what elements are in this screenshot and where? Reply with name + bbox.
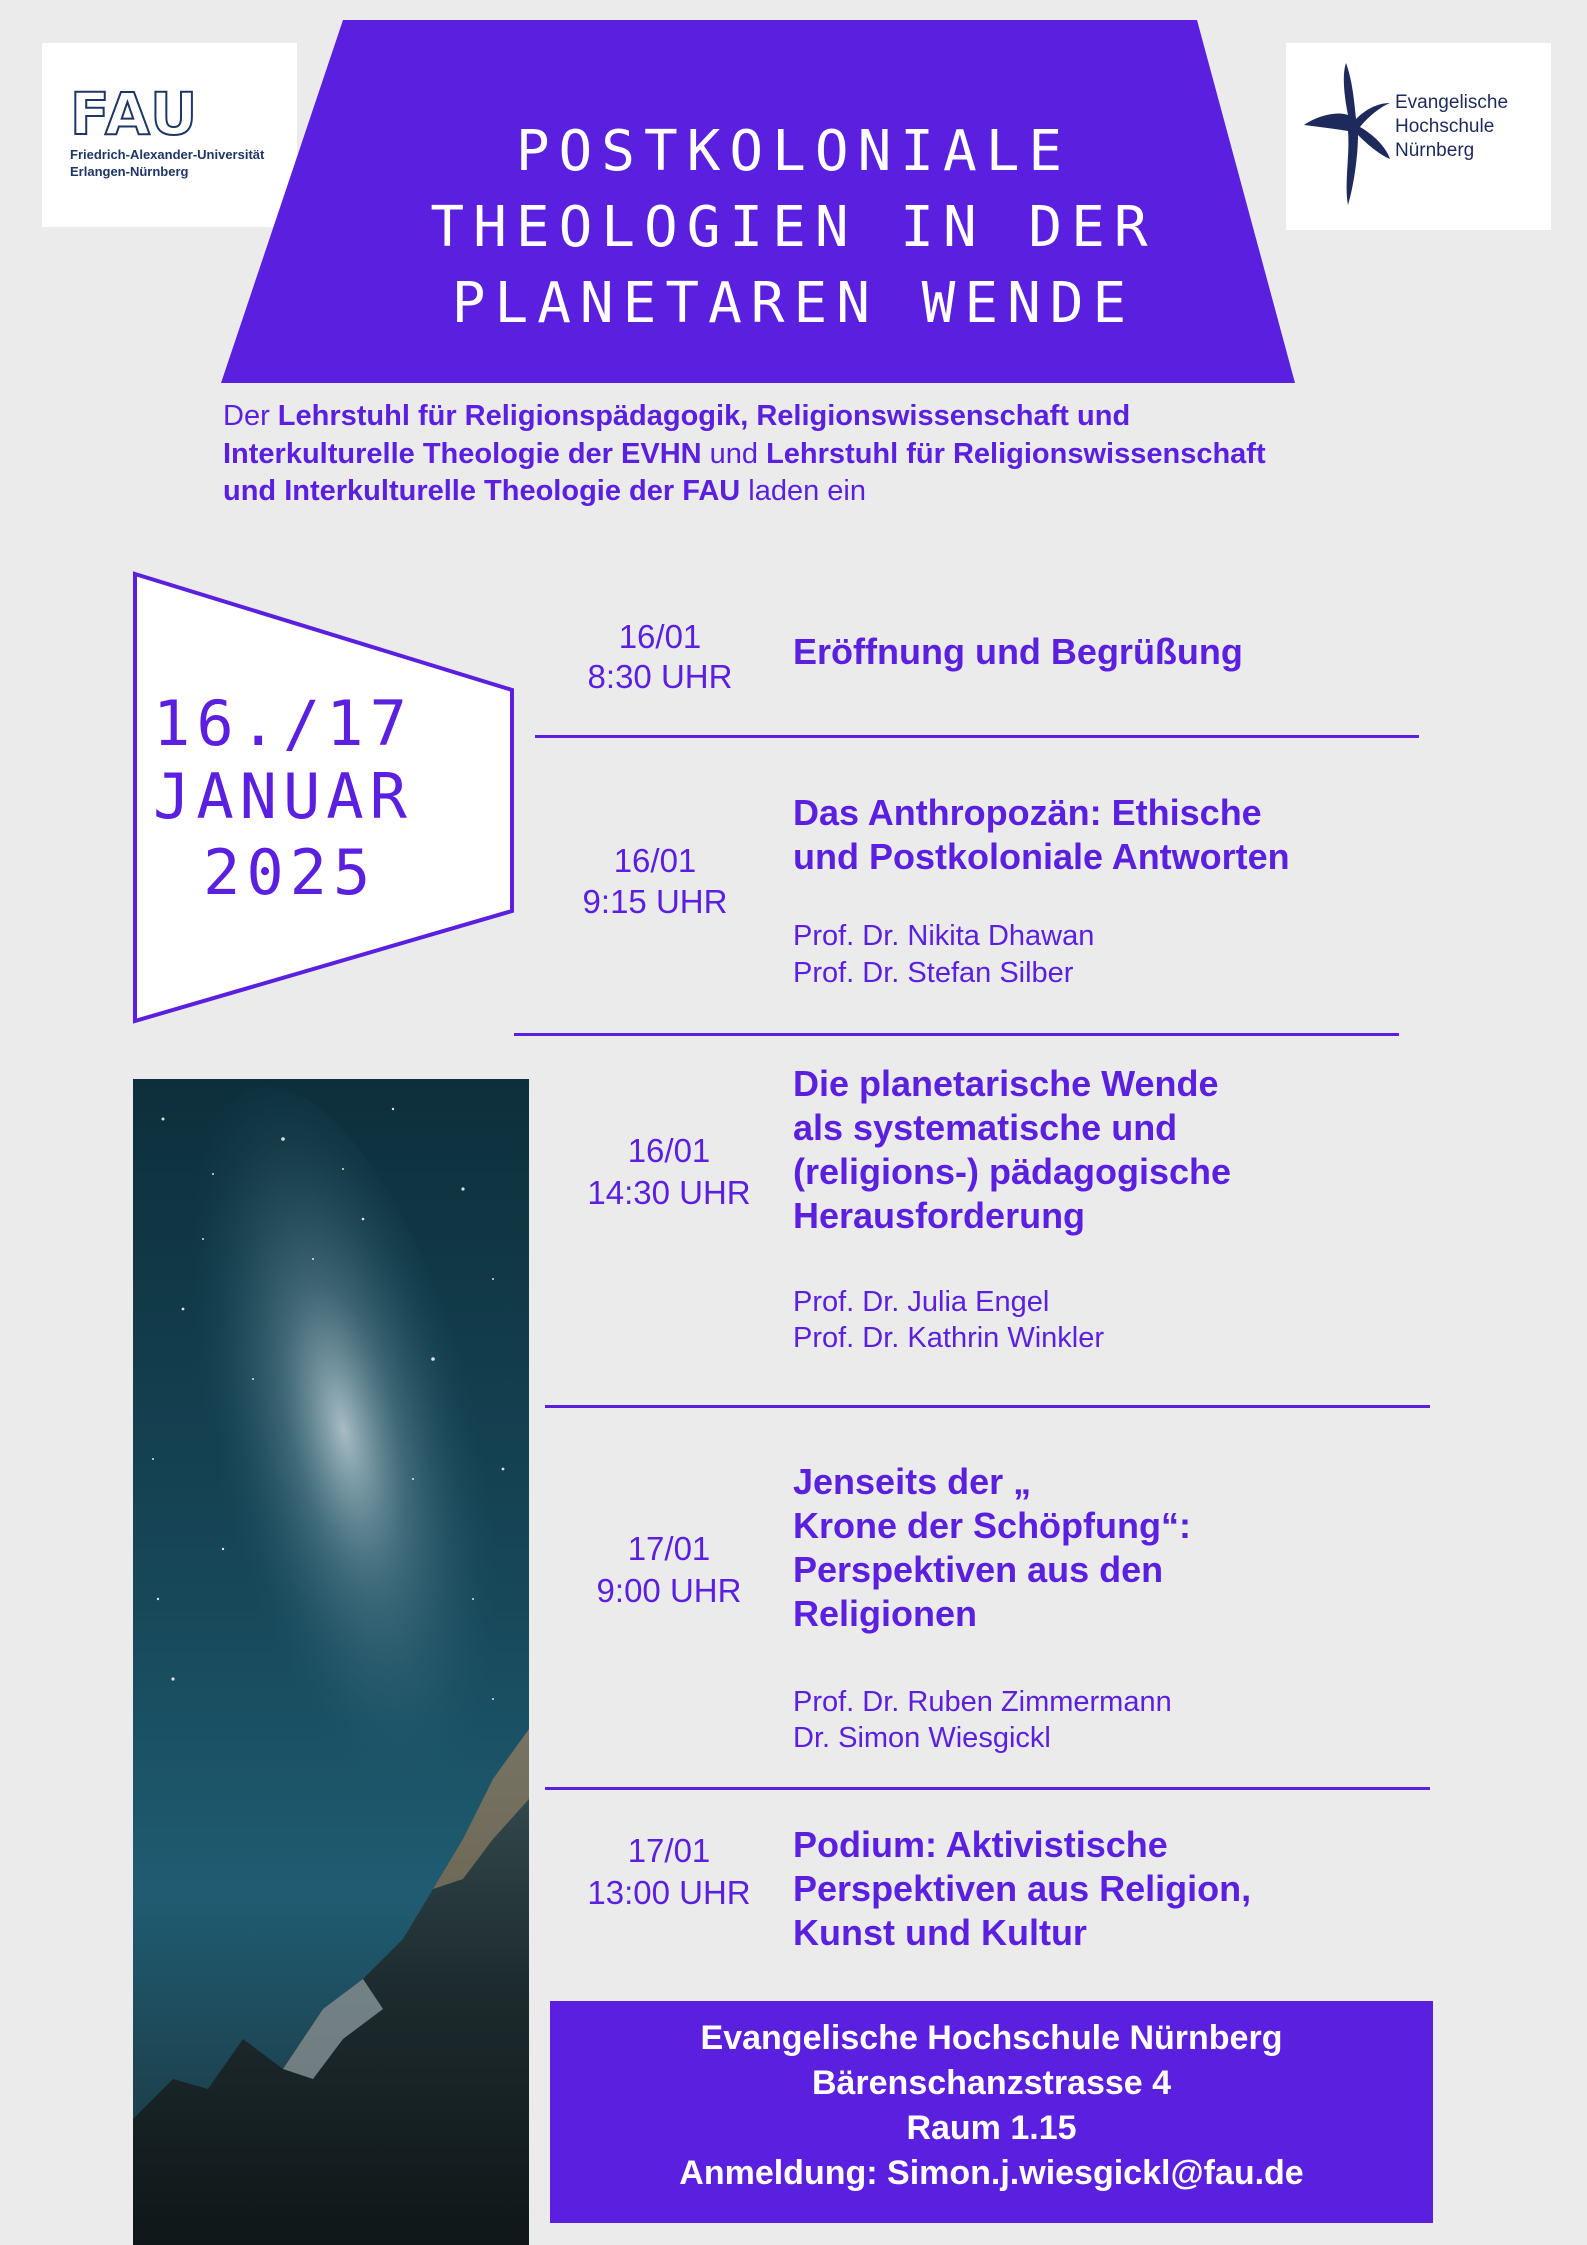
session-2-speaker-2: Prof. Dr. Stefan Silber bbox=[793, 957, 1074, 989]
intro-pre: Der bbox=[223, 400, 278, 432]
intro-post: laden ein bbox=[740, 475, 866, 507]
session-1-time: 8:30 UHR bbox=[587, 658, 733, 695]
session-2-date: 16/01 bbox=[613, 842, 697, 879]
session-3-speaker-1: Prof. Dr. Julia Engel bbox=[793, 1286, 1050, 1318]
date-line1: 16./17 bbox=[153, 687, 413, 760]
fau-logo-mark: FAU bbox=[70, 80, 200, 148]
title-line3: PLANETAREN WENDE bbox=[451, 271, 1136, 336]
session-1-date: 16/01 bbox=[618, 618, 702, 655]
date-line3: 2025 bbox=[203, 836, 377, 909]
fau-logo-line1: Friedrich-Alexander-Universität bbox=[70, 147, 265, 162]
intro-mid: und bbox=[701, 437, 767, 470]
divider-1 bbox=[535, 735, 1419, 738]
session-2-speaker-1: Prof. Dr. Nikita Dhawan bbox=[793, 920, 1095, 952]
session-3-time: 14:30 UHR bbox=[587, 1174, 751, 1211]
milky-way-mountain-photo bbox=[133, 1079, 529, 2245]
session-2-title-line2: und Postkoloniale Antworten bbox=[793, 836, 1290, 877]
session-2-title-line1: Das Anthropozän: Ethische bbox=[793, 792, 1262, 833]
session-4-speaker-1: Prof. Dr. Ruben Zimmermann bbox=[793, 1686, 1172, 1718]
session-3-title-line1: Die planetarische Wende bbox=[793, 1063, 1219, 1104]
session-5-time: 13:00 UHR bbox=[587, 1874, 751, 1911]
venue-name: Evangelische Hochschule Nürnberg bbox=[700, 2019, 1283, 2057]
evhn-logo-line3: Nürnberg bbox=[1395, 140, 1475, 161]
session-3-speaker-2: Prof. Dr. Kathrin Winkler bbox=[793, 1322, 1105, 1354]
date-line2: JANUAR bbox=[153, 760, 413, 833]
session-1-title: Eröffnung und Begrüßung bbox=[793, 631, 1243, 672]
fau-logo-line2: Erlangen-Nürnberg bbox=[70, 164, 189, 179]
session-2-time: 9:15 UHR bbox=[582, 883, 728, 920]
session-4-title-line2: Krone der Schöpfung“: bbox=[793, 1505, 1191, 1546]
evhn-logo-line1: Evangelische bbox=[1395, 92, 1509, 113]
session-4-title-line3: Perspektiven aus den bbox=[793, 1549, 1164, 1590]
divider-4 bbox=[545, 1787, 1430, 1790]
session-5-title-line3: Kunst und Kultur bbox=[793, 1912, 1087, 1953]
session-3-date: 16/01 bbox=[627, 1132, 711, 1169]
session-3-title-line4: Herausforderung bbox=[793, 1195, 1086, 1236]
evhn-logo-line2: Hochschule bbox=[1395, 116, 1495, 137]
intro-org2: Lehrstuhl für Religionswissenschaft und Interkulturelle Theologie der FAU bbox=[223, 437, 1266, 507]
venue-box bbox=[550, 2001, 1433, 2223]
session-5-title-line2: Perspektiven aus Religion, bbox=[793, 1868, 1252, 1909]
session-5-title-line1: Podium: Aktivistische bbox=[793, 1824, 1168, 1865]
intro-org1: Lehrstuhl für Religionspädagogik, Religionswissenschaft und Interkulturelle Theologie der EVHN bbox=[223, 400, 1131, 470]
venue-room: Raum 1.15 bbox=[906, 2109, 1077, 2147]
session-4-date: 17/01 bbox=[627, 1530, 711, 1567]
session-4-time: 9:00 UHR bbox=[596, 1572, 742, 1609]
session-3-title-line2: als systematische und bbox=[793, 1107, 1178, 1148]
session-4-title-line1: Jenseits der „ bbox=[793, 1461, 1032, 1502]
divider-2 bbox=[514, 1033, 1399, 1036]
divider-3 bbox=[545, 1405, 1430, 1408]
session-5-date: 17/01 bbox=[627, 1832, 711, 1869]
venue-street: Bärenschanzstrasse 4 bbox=[811, 2064, 1172, 2102]
session-4-title-line4: Religionen bbox=[793, 1593, 978, 1634]
title-line2: THEOLOGIEN IN DER bbox=[430, 195, 1157, 260]
session-3-title-line3: (religions-) pädagogische bbox=[793, 1151, 1232, 1192]
title-line1: POSTKOLONIALE bbox=[515, 119, 1072, 184]
session-4-speaker-2: Dr. Simon Wiesgickl bbox=[793, 1722, 1051, 1754]
venue-registration: Anmeldung: Simon.j.wiesgickl@fau.de bbox=[679, 2154, 1304, 2192]
